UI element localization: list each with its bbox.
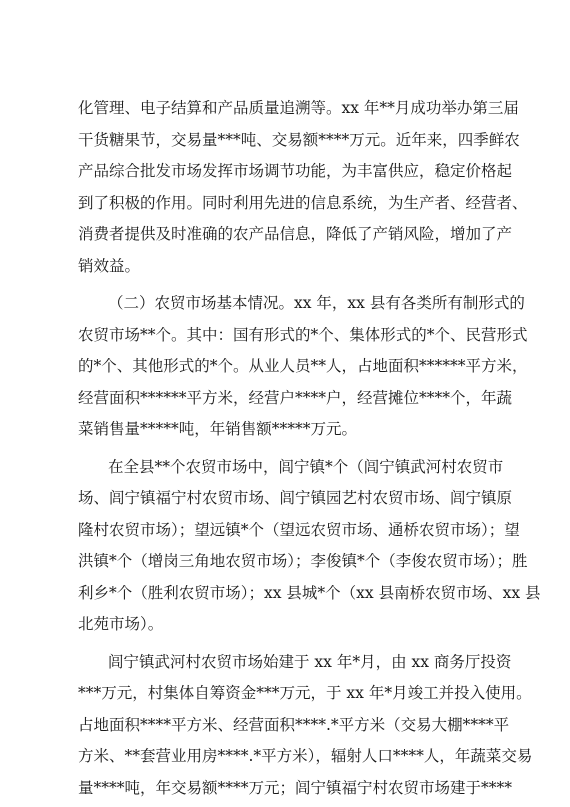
paragraph-3 [78,452,541,641]
paragraph-1 [78,93,528,282]
text-line: 场、闾宁镇福宁村农贸市场、闾宁镇园艺村农贸市场、闾宁镇原 [78,489,513,507]
text-line: 占地面积****平方米、经营面积****.*平方米（交易大棚****平 [78,715,510,734]
text-line: 闾宁镇武河村农贸市场始建于 xx 年*月，由 xx 商务厅投资 [108,652,512,671]
text-line: 在全县**个农贸市场中，闾宁镇*个（闾宁镇武河村农贸市 [108,457,504,476]
text-line: （二）农贸市场基本情况。xx 年，xx 县有各类所有制形式的 [108,294,525,312]
text-line: 菜销售量*****吨，年销售额*****万元。 [78,420,358,438]
text-line: 产品综合批发市场发挥市场调节功能，为丰富供应，稳定价格起 [78,162,513,180]
text-line: 化管理、电子结算和产品质量追溯等。xx 年**月成功举办第三届 [78,99,519,117]
text-line: 干货糖果节，交易量***吨、交易额****万元。近年来，四季鲜农 [78,130,520,149]
document-body [78,93,541,804]
text-line: 经营面积******平方米，经营户****户，经营摊位****个，年蔬 [78,388,513,407]
text-line: 量****吨，年交易额****万元；闾宁镇福宁村农贸市场建于**** [78,778,513,797]
text-line: 到了积极的作用。同时利用先进的信息系统，为生产者、经营者、 [78,193,528,212]
text-line: ***万元，村集体自筹资金***万元，于 xx 年*月竣工并投入使用。 [78,684,532,702]
paragraph-4 [78,647,533,805]
paragraph-2 [78,288,528,446]
text-line: 销效益。 [78,256,141,275]
text-line: 方米、**套营业用房****.*平方米），辐射人口****人，年蔬菜交易 [78,747,533,765]
text-line: 的*个、其他形式的*个。从业人员**人，占地面积******平方米， [78,357,528,375]
text-line: 农贸市场**个。其中：国有形式的*个、集体形式的*个、民营形式 [78,325,528,344]
text-line: 消费者提供及时准确的农产品信息，降低了产销风险，增加了产 [78,225,513,243]
text-line: 洪镇*个（增岗三角地农贸市场）；李俊镇*个（李俊农贸市场）；胜 [78,552,528,570]
text-line: 利乡*个（胜利农贸市场）；xx 县城*个（xx 县南桥农贸市场、xx 县 [78,583,541,602]
text-line: 北苑市场）。 [78,615,164,633]
text-line: 隆村农贸市场）；望远镇*个（望远农贸市场、通桥农贸市场）；望 [78,520,520,539]
